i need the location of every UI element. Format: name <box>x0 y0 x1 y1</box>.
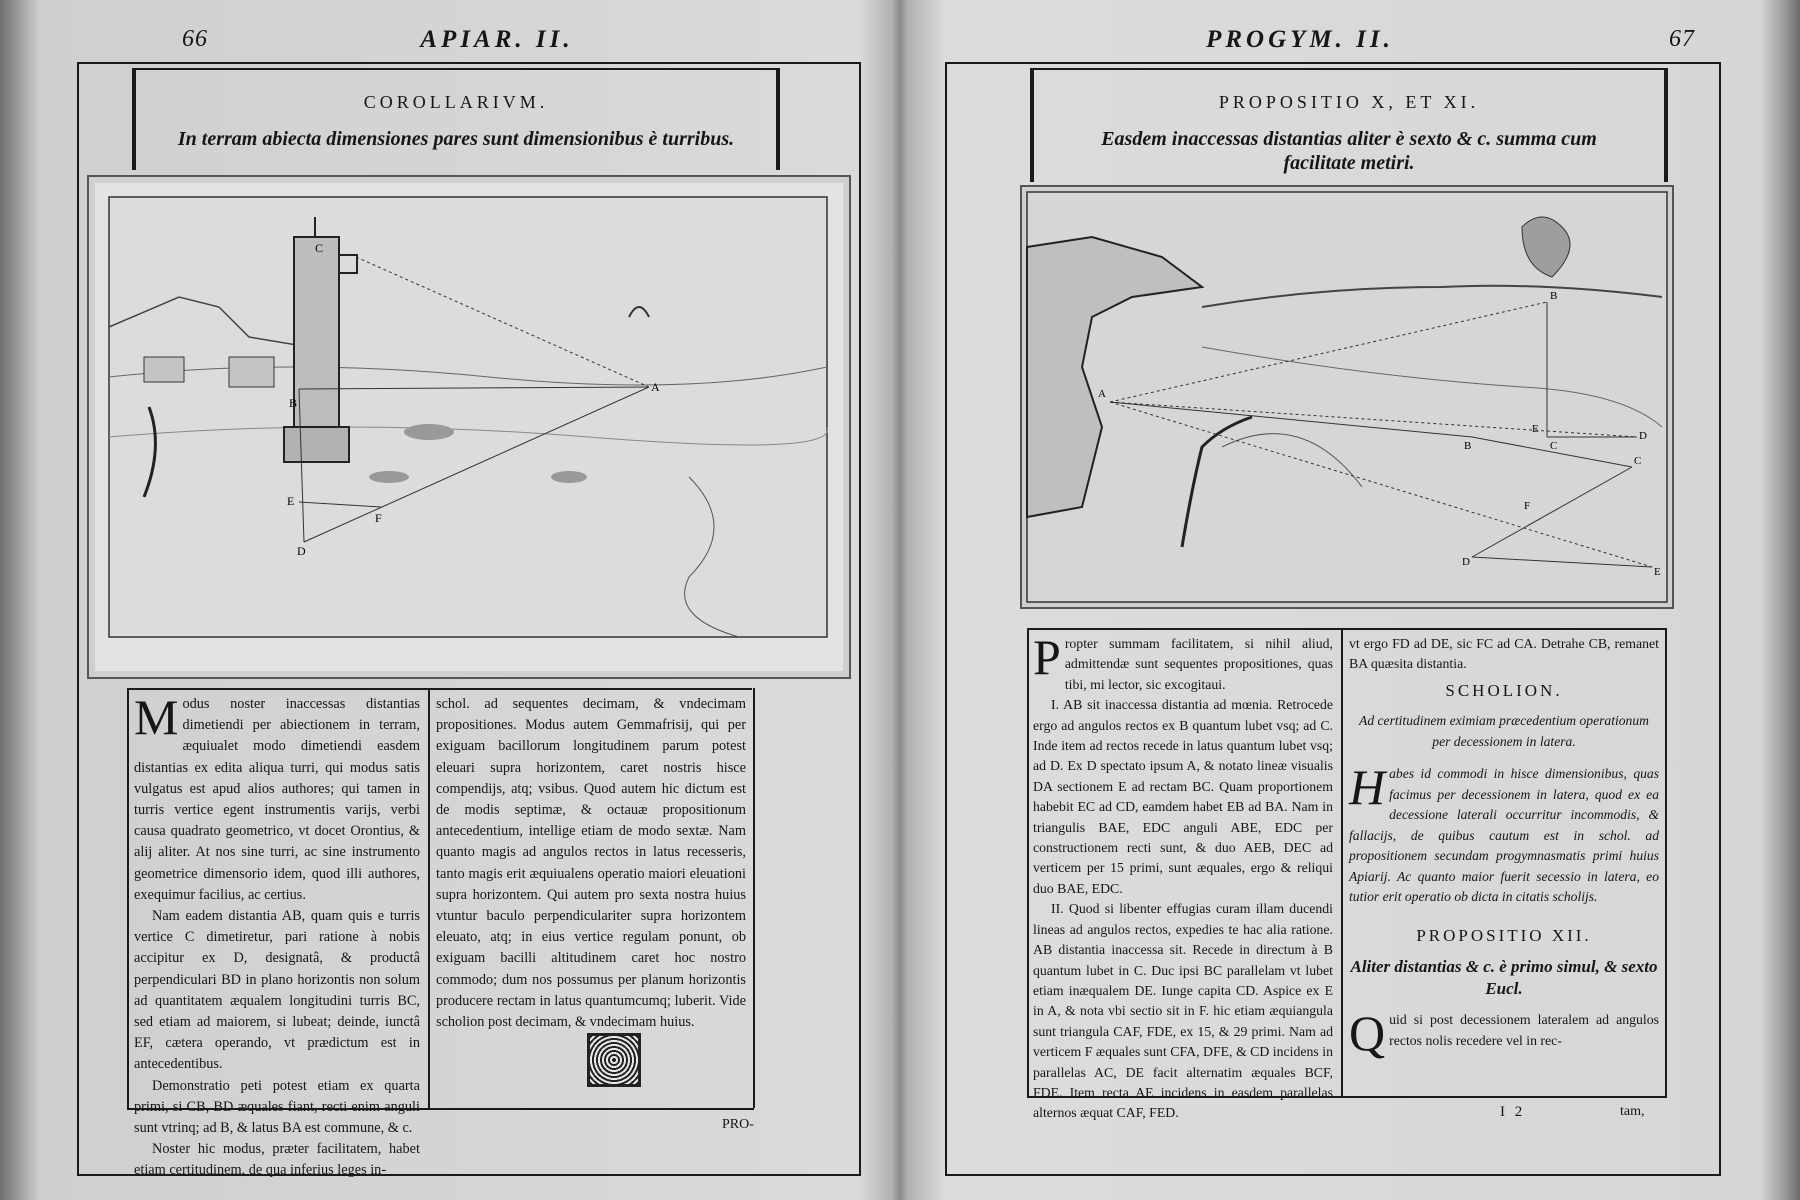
scholion-subtitle: Ad certitudinem eximiam præcedentium operationum per decessionem in latera. <box>1359 713 1649 749</box>
prop-xii-text: uid si post decessionem lateralem ad angulos rectos nolis recedere vel in rec- <box>1389 1012 1659 1048</box>
label-r-a: A <box>1098 388 1106 400</box>
left-drop-cap: M <box>134 689 179 745</box>
right-column-divider <box>1341 628 1343 1098</box>
right-column-2 <box>1349 634 1659 1062</box>
left-col1-p1: odus noster inaccessas distantias dimetiendi per abiectionem in terram, æquiualet modo dimetiendi easdem distantias ex edita aliqua turri, qui modus satis vulgatus est apud alios authores; qui tamen in turris vertice egent instrumentis varijs, verbi causa quadrato geometrico, vt docet Orontius, & alij aliter. At nos sine turri, ac sine instrumento geometrice dimensorio idem, quod illi authores, exequimur facilius, ac certius. <box>134 696 420 903</box>
right-drop-cap: P <box>1033 629 1061 685</box>
tower <box>294 237 339 447</box>
label-b: B <box>289 396 298 410</box>
scholion-drop-cap: H <box>1349 759 1386 816</box>
left-text-top-rule <box>127 688 752 690</box>
left-running-head: APIAR. II. <box>420 26 574 53</box>
left-section-heading: COROLLARIVM. <box>363 92 549 112</box>
prop-xii-heading: PROPOSITIO XII. <box>1416 925 1592 945</box>
right-page <box>955 20 1725 1180</box>
left-text-left-rule <box>127 688 129 1108</box>
left-col1-p4: Noster hic modus, præter facilitatem, habet etiam certitudinem, de qua inferius leges in- <box>134 1141 420 1179</box>
label-r-e2: E <box>1654 566 1661 578</box>
label-r-d2: D <box>1462 556 1470 568</box>
right-col1-p1: ropter summam facilitatem, si nihil aliud, admittendæ sunt sequentes propositiones, quas tibi, mi lector, sic excogitaui. <box>1064 636 1333 692</box>
right-catchword: tam, <box>1620 1104 1645 1119</box>
printers-ornament <box>587 1033 641 1087</box>
left-column-divider <box>428 688 430 1108</box>
left-col1-p3: Demonstratio peti potest etiam ex quarta primi, si CB, BD æquales fiant, recti enim anguli sunt vtrinq; ad B, & latus BA est commune, & c. <box>134 1077 420 1137</box>
right-col1-p3: II. Quod si libenter effugias curam illam ducendi lineas ad angulos rectos, expedies te hac alia ratione. AB distantia inaccessa sit. Recede in directum à B quantum lubet in C. Duc ipsi BC parallelam vt lubet etiam inæqualem DE. Iunge capita CD. Aspice ex E in A, & nota vbi sectio sit in F. hic etiam æquiangula sunt triangula CAF, FDE, ex 15, & 29 primi. Nam ad verticem F æquales sunt CFA, DFE, & CD incidens in parallelas AC, DE facit alternatim æquales BCF, FDE. Item recta AE incidens in easdem parallelas alternos æquat CAF, FED. <box>1033 901 1333 1121</box>
left-page-number: 66 <box>182 26 208 52</box>
left-figure-tower <box>87 175 851 679</box>
scholion-heading: SCHOLION. <box>1445 680 1563 700</box>
label-e: E <box>287 494 295 508</box>
label-c: C <box>315 241 324 255</box>
left-col2-p1: schol. ad sequentes decimam, & vndecimam propositiones. Modus autem Gemmafrisij, qui per exiguam bacillorum longitudinem parum potest eleuari supra horizontem, caret nostris hisce compendijs, atq; vsibus. Quod autem hic dictum est de modis septimæ, & octauæ propositionum antecedentium, intellige etiam de modo sextæ. Nam quanto magis ad angulos rectos in latus recesseris, tanto magis erit æquiualens operatio maiori eleuationi supra horizontem. Qui autem pro sexta nostra huius vtuntur baculo perpendiculariter supra horizontem eleuato, atq; in eius vertice regulam ponunt, ob exiguam bacilli altitudinem caret hoc nostro commodo; dum nos possumus per planum horizontis producere rectam in latus quantumcumq; luberit. Vide scholion post decimam, & vndecimam huius. <box>436 696 746 1031</box>
label-d: D <box>297 544 306 558</box>
right-header <box>955 26 1725 60</box>
label-r-b: B <box>1550 290 1558 302</box>
label-r-e1: E <box>1532 423 1539 435</box>
right-column-1 <box>1033 629 1333 1124</box>
right-col1-p2: I. AB sit inaccessa distantia ad mœnia. Retrocede ergo ad angulos rectos ex B quantum lubet vsq; ad C. Inde item ad rectos recede in latus quantum lubet vsq; ad D. Ex D spectato ipsum A, & notato lineæ visualis DA sectionem E ad rectam BC. Quam proportionem habebit EC ad CD, eamdem habet EB ad BA. Nam in triangulis BAE, EDC anguli ABE, EDC per constructionem recti sunt, & duo AEB, DEC ad verticem per 15 primi, sunt æquales, ergo & reliqui duo BAE, EDC. <box>1033 697 1333 896</box>
right-page-number: 67 <box>1669 26 1695 52</box>
right-text-right-rule <box>1665 628 1667 1098</box>
right-running-head: PROGYM. II. <box>1206 26 1394 53</box>
fortress-engraving <box>1022 187 1672 607</box>
signature-mark: I 2 <box>1500 1104 1526 1120</box>
tower-engraving <box>89 177 849 677</box>
right-title: Easdem inaccessas distantias aliter è sexto & c. summa cum facilitate metiri. <box>1101 128 1597 174</box>
right-text-top-rule <box>1027 628 1665 630</box>
left-column-1 <box>134 689 420 1182</box>
left-catchword: PRO- <box>722 1117 754 1132</box>
left-column-2 <box>436 694 746 1033</box>
left-header <box>72 26 862 60</box>
right-figure-fortress <box>1020 185 1674 609</box>
label-r-b2: B <box>1464 440 1472 452</box>
label-r-d1: D <box>1639 430 1647 442</box>
label-r-f: F <box>1524 500 1531 512</box>
label-r-c2: C <box>1634 455 1642 467</box>
left-col1-p2: Nam eadem distantia AB, quam quis e turris vertice C dimetiretur, pari ratione à nobis accipitur ex D, designatâ, & productâ perpendiculari BD in plano horizontis non solum ad quantitatem æqualem longitudini turris BC, sed etiam ad maiorem, si lubeat; deinde, iunctâ EF, cætera operando, vt prædictum est in antecedentibus. <box>134 908 420 1073</box>
prop-xii-drop-cap: Q <box>1349 1005 1386 1062</box>
right-title-box <box>1030 68 1668 182</box>
scholion-text: abes id commodi in hisce dimensionibus, quas facimus per decessionem in latera, quod ex ea decessione laterali occurritur incommodis, & fallacijs, de quibus cautum est in schol. ad propositionem secundam progymnasmatis primi huius Apiarij. Ac quanto maior fuerit secessio in latera, eo tutior erit operatio ob dicta in citatis scholijs. <box>1349 766 1659 905</box>
left-text-right-rule <box>753 688 755 1108</box>
left-title-box <box>132 68 780 170</box>
prop-xii-title: Aliter distantias & c. è primo simul, & sexto Eucl. <box>1350 957 1658 999</box>
label-a: A <box>651 380 660 394</box>
right-text-left-rule <box>1027 628 1029 1098</box>
right-section-heading: PROPOSITIO X, ET XI. <box>1218 92 1480 112</box>
label-r-c1: C <box>1550 440 1558 452</box>
left-title: In terram abiecta dimensiones pares sunt dimensionibus è turribus. <box>177 128 735 150</box>
left-page <box>72 20 862 1180</box>
right-col2-p1: vt ergo FD ad DE, sic FC ad CA. Detrahe CB, remanet BA quæsita distantia. <box>1349 636 1659 672</box>
label-f: F <box>375 511 382 525</box>
